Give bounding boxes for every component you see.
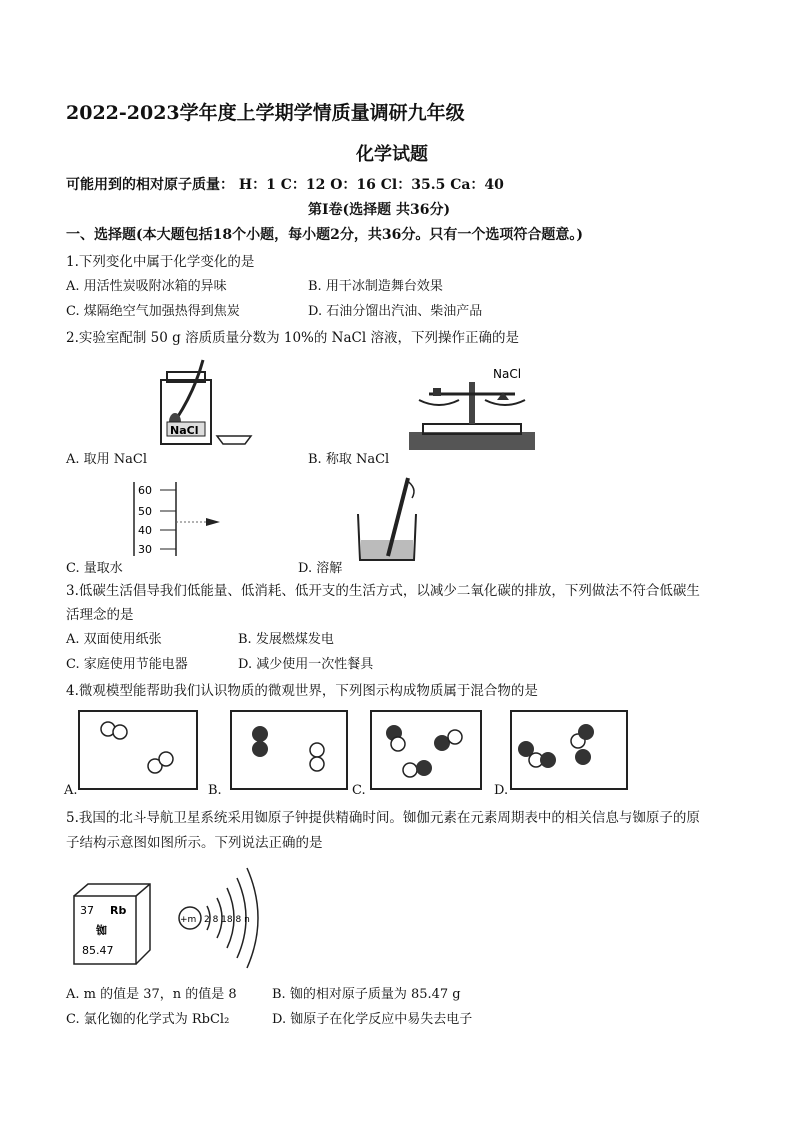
q5-option-c: C. 氯化铷的化学式为 RbCl₂ [66,1012,230,1027]
black-atom [540,752,556,768]
q1-option-b: B. 用干冰制造舞台效果 [308,279,443,294]
q1-option-d: D. 石油分馏出汽油、柴油产品 [308,304,483,319]
balance-pillar [469,382,475,424]
exam-title: 2022-2023学年度上学期学情质量调研九年级 [66,102,465,124]
black-atom [252,741,268,757]
q4-option-c: C. [352,783,366,798]
beaker-figure [352,474,427,564]
weight [433,388,441,396]
q3-option-d: D. 减少使用一次性餐具 [238,657,374,672]
tick-label-60: 60 [138,484,152,497]
q4-option-d: D. [494,783,509,798]
q1-stem: 1.下列变化中属于化学变化的是 [66,254,255,270]
q1-option-a: A. 用活性炭吸附冰箱的异味 [66,279,227,294]
q5-option-b: B. 铷的相对原子质量为 85.47 g [272,987,461,1002]
q5-stem-line1: 5.我国的北斗导航卫星系统采用铷原子钟提供精确时间。铷伽元素在元素周期表中的相关信息与铷原子的原 [66,810,700,826]
q1-option-c: C. 煤隔绝空气加强热得到焦炭 [66,304,240,319]
model-box-c [370,710,482,790]
box-frame [79,711,197,789]
black-atom [575,749,591,765]
cube-edge [136,884,150,896]
model-box-a [78,710,198,790]
tick-label-40: 40 [138,524,152,537]
white-atom [310,757,324,771]
white-atom [448,730,462,744]
eye-icon [206,518,220,526]
q2-option-d: D. 溶解 [298,561,343,576]
section-heading: 一、选择题(本大题包括18个小题，每小题2分，共36分。只有一个选项符合题意。) [66,227,583,243]
black-atom [252,726,268,742]
q3-option-a: A. 双面使用纸张 [66,632,162,647]
solution [361,540,413,559]
tick-label-50: 50 [138,505,152,518]
atomic-mass: 85.47 [82,944,114,957]
shell-electron-counts: 2 8 18 8 n [204,915,250,925]
white-atom [310,743,324,757]
q2-stem: 2.实验室配制 50 g 溶质质量分数为 10%的 NaCl 溶液，下列操作正确的是 [66,330,519,346]
model-box-b [230,710,348,790]
q3-option-c: C. 家庭使用节能电器 [66,657,188,672]
model-box-d [510,710,628,790]
q2-option-b: B. 称取 NaCl [308,452,390,467]
right-pan [485,400,525,405]
atom-structure-diagram [175,866,270,972]
element-name: 铷 [96,924,107,937]
atomic-mass-line: 可能用到的相对原子质量： H：1 C：12 O：16 Cl：35.5 Ca：40 [66,177,504,193]
white-atom [113,725,127,739]
white-atom [403,763,417,777]
left-pan [419,400,459,405]
black-atom [578,724,594,740]
balance-label: NaCl [493,367,522,381]
q3-option-b: B. 发展燃煤发电 [238,632,334,647]
nucleus-charge: +m [180,915,197,925]
part-heading: 第Ⅰ卷(选择题 共36分) [308,202,451,218]
spoon-handle [177,360,203,418]
q2-option-c: C. 量取水 [66,561,123,576]
box-frame [371,711,481,789]
q4-option-a: A. [64,783,78,798]
dish [217,436,251,444]
nacl-jar-figure [155,350,260,450]
element-cell [70,880,160,970]
q3-stem-line2: 活理念的是 [66,607,134,623]
subject-title: 化学试题 [356,144,428,165]
atomic-number: 37 [80,904,94,917]
q5-stem-line2: 子结构示意图如图所示。下列说法正确的是 [66,835,323,851]
q5-option-a: A. m 的值是 37，n 的值是 8 [66,987,237,1002]
white-atom [391,737,405,751]
box-frame [231,711,347,789]
jar-label-text: NaCl [170,424,199,437]
white-atom [159,752,173,766]
q3-stem-line1: 3.低碳生活倡导我们低能量、低消耗、低开支的生活方式，以减少二氧化碳的排放，下列做法不符合低碳生 [66,583,700,599]
black-atom [416,760,432,776]
element-symbol: Rb [110,904,127,917]
balance-figure [405,362,540,457]
q5-option-d: D. 铷原子在化学反应中易失去电子 [272,1012,473,1027]
q4-stem: 4.微观模型能帮助我们认识物质的微观世界，下列图示构成物质属于混合物的是 [66,683,538,699]
tick-label-30: 30 [138,543,152,556]
cylinder-figure [128,480,228,558]
q2-option-a: A. 取用 NaCl [66,452,148,467]
q4-option-b: B. [208,783,222,798]
